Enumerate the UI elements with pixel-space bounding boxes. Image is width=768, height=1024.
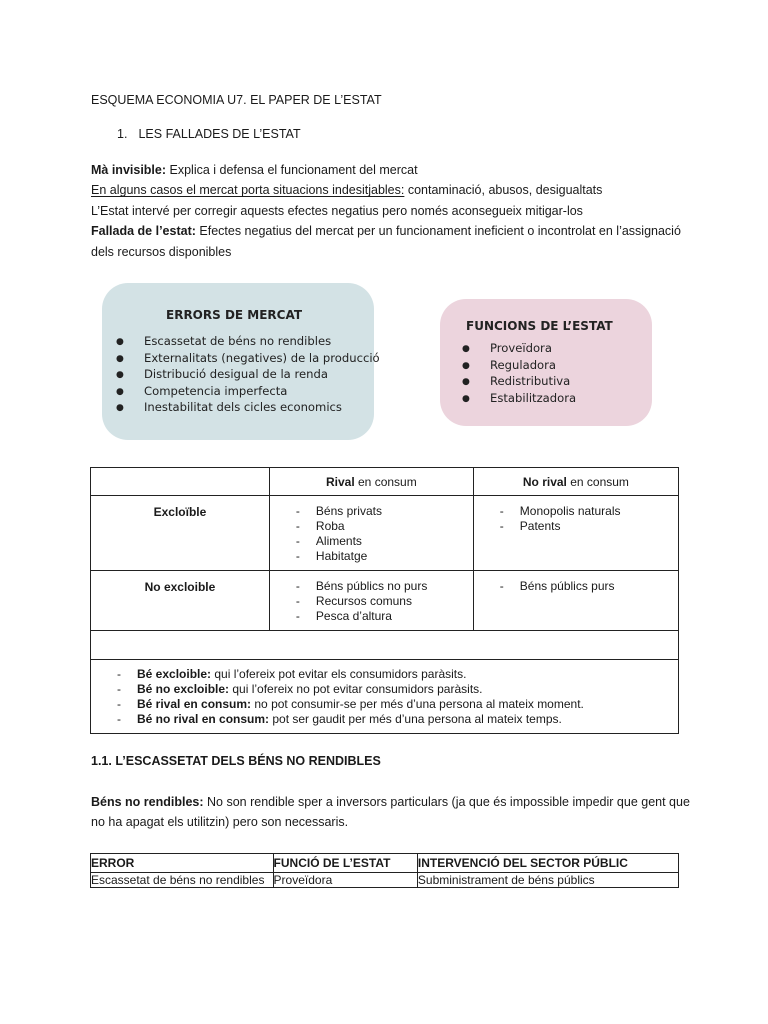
definition-text: no pot consumir-se per més d’una persona al mateix moment.	[251, 697, 584, 711]
list-item	[117, 712, 678, 727]
list-item	[116, 367, 380, 384]
section-number: 1.	[117, 127, 128, 141]
definitions-list	[117, 667, 678, 727]
definition-text: qui l’ofereix no pot evitar consumidors paràsits.	[229, 682, 483, 696]
list-item-text: Béns privats	[315, 504, 382, 518]
header-bold: Rival	[325, 474, 355, 489]
document-title: ESQUEMA ECONOMIA U7. EL PAPER DE L’ESTAT	[91, 93, 382, 107]
column-header-rival	[269, 468, 473, 496]
column-header: INTERVENCIÓ DEL SECTOR PÚBLIC	[417, 854, 678, 873]
bullet-icon: ●	[116, 353, 124, 364]
table-cell	[473, 496, 678, 571]
list-item-text: Béns públics no purs	[315, 579, 428, 593]
table-cell	[269, 496, 473, 571]
list-item-text: Monopolis naturals	[519, 504, 621, 518]
bullet-icon: ●	[462, 360, 470, 371]
dash-icon: -	[295, 504, 300, 518]
header-text: en consum	[566, 474, 629, 489]
bullet-icon: ●	[116, 337, 124, 347]
bullet-icon: ●	[462, 344, 470, 354]
list-item-text: Reguladora	[490, 357, 557, 372]
list-item	[117, 682, 678, 697]
dash-icon: -	[499, 504, 504, 518]
list-item	[117, 697, 678, 712]
list-item	[116, 400, 380, 417]
definition-text: qui l’ofereix pot evitar els consumidors paràsits.	[211, 667, 467, 681]
term-bold: Mà invisible:	[91, 163, 167, 177]
row-label: Excloïble	[91, 496, 270, 571]
list-item-text: Béns públics purs	[519, 579, 615, 593]
list-item	[500, 504, 678, 519]
definition-term: Bé no rival en consum:	[137, 712, 270, 726]
dash-icon: -	[295, 609, 300, 623]
header-text: en consum	[354, 474, 417, 489]
functions-list	[462, 341, 576, 407]
list-item-text: Recursos comuns	[315, 594, 412, 608]
dash-icon: -	[117, 667, 121, 681]
errors-of-market-box	[102, 283, 380, 440]
section-heading	[117, 127, 301, 141]
list-item-text: Externalitats (negatives) de la producció	[144, 350, 380, 365]
table-corner-cell	[91, 468, 270, 496]
dash-list	[296, 579, 473, 624]
list-item	[462, 358, 576, 375]
table-cell: Subministrament de béns públics	[417, 873, 678, 888]
list-item	[296, 519, 473, 534]
definition-term: Bé rival en consum:	[137, 697, 252, 711]
list-item-text: Redistributiva	[490, 374, 571, 389]
list-item	[296, 594, 473, 609]
list-item	[296, 534, 473, 549]
intro-line	[91, 160, 691, 180]
table-header-row	[91, 854, 679, 873]
intro-line	[91, 221, 691, 262]
dash-list	[500, 504, 678, 534]
state-functions-box	[440, 299, 652, 426]
list-item	[462, 374, 576, 391]
definition-term: Bé no excloible:	[137, 682, 230, 696]
list-item-text: Aliments	[315, 534, 362, 548]
list-item	[116, 351, 380, 368]
column-header-no-rival	[473, 468, 678, 496]
dash-icon: -	[499, 519, 504, 533]
list-item	[117, 667, 678, 682]
header-bold: No rival	[522, 474, 567, 489]
subsection-heading: 1.1. L’ESCASSETAT DELS BÉNS NO RENDIBLES	[91, 754, 381, 768]
table-row	[91, 571, 679, 631]
definitions-cell	[91, 660, 679, 734]
list-item-text: Estabilitzadora	[490, 390, 577, 405]
table-cell: Escassetat de béns no rendibles	[91, 873, 274, 888]
intervention-table	[90, 853, 679, 888]
dash-icon: -	[117, 697, 121, 711]
subsection-paragraph	[91, 792, 691, 833]
errors-box-title: ERRORS DE MERCAT	[166, 308, 303, 322]
list-item	[500, 519, 678, 534]
list-item-text: Escassetat de béns no rendibles	[144, 334, 332, 348]
table-cell-empty	[91, 631, 679, 660]
term-bold: Fallada de l’estat:	[91, 224, 196, 239]
errors-list	[116, 334, 380, 417]
column-header: FUNCIÓ DE L’ESTAT	[273, 854, 417, 873]
bullet-icon: ●	[462, 377, 470, 388]
bullet-icon: ●	[116, 403, 124, 414]
list-item-text: Distribució desigual de la renda	[144, 367, 328, 382]
list-item-text: Patents	[519, 519, 561, 533]
list-item-text: Inestabilitat dels cicles economics	[144, 400, 342, 415]
dash-icon: -	[295, 579, 300, 593]
list-item-text: Pesca d’altura	[315, 609, 392, 623]
functions-box-title: FUNCIONS DE L’ESTAT	[466, 319, 613, 333]
row-label: No excloible	[91, 571, 270, 631]
list-item	[296, 549, 473, 564]
list-item	[462, 341, 576, 358]
table-cell	[269, 571, 473, 631]
table-row	[91, 496, 679, 571]
list-item	[296, 609, 473, 624]
definition-text: pot ser gaudit per més d’una persona al mateix temps.	[269, 712, 562, 726]
dash-icon: -	[295, 519, 300, 533]
bullet-icon: ●	[116, 370, 124, 381]
table-row-empty	[91, 631, 679, 660]
intro-line	[91, 180, 691, 200]
list-item-text: Habitatge	[315, 549, 368, 563]
intro-paragraph	[91, 160, 691, 262]
bullet-icon: ●	[462, 393, 470, 404]
intro-text: contaminació, abusos, desigualtats	[404, 183, 603, 198]
dash-list	[296, 504, 473, 564]
dash-icon: -	[295, 549, 300, 563]
table-cell: Proveïdora	[273, 873, 417, 888]
dash-icon: -	[499, 579, 504, 593]
paragraph-body: No son rendible sper a inversors particulars (ja que és impossible impedir que gent que no ha apagat els utilitzin) pero son necessaris.	[91, 795, 690, 830]
dash-icon: -	[295, 534, 300, 548]
dash-icon: -	[117, 682, 121, 696]
table-cell	[473, 571, 678, 631]
column-header: ERROR	[91, 854, 274, 873]
term-bold: Béns no rendibles:	[91, 795, 204, 809]
list-item	[500, 579, 678, 594]
list-item	[296, 504, 473, 519]
list-item	[296, 579, 473, 594]
list-item	[116, 334, 380, 351]
intro-line: L’Estat intervé per corregir aquests efectes negatius pero només aconsegueix mitigar-los	[91, 203, 583, 218]
list-item-text: Roba	[315, 519, 345, 533]
goods-classification-table	[90, 467, 679, 734]
dash-list	[500, 579, 678, 594]
table-header-row	[91, 468, 679, 496]
underlined-text: En alguns casos el mercat porta situacions indesitjables:	[91, 183, 405, 198]
dash-icon: -	[295, 594, 300, 608]
table-row-definitions	[91, 660, 679, 734]
list-item-text: Competencia imperfecta	[144, 383, 288, 398]
list-item	[116, 384, 380, 401]
bullet-icon: ●	[116, 386, 124, 397]
list-item	[462, 391, 576, 408]
list-item-text: Proveïdora	[490, 341, 552, 355]
intro-text: Explica i defensa el funcionament del mercat	[166, 163, 418, 177]
table-row	[91, 873, 679, 888]
dash-icon: -	[117, 712, 121, 726]
intro-text: Efectes negatius del mercat per un funcionament ineficient o incontrolat en l’assignació dels recursos disponibles	[91, 224, 681, 259]
section-title: LES FALLADES DE L’ESTAT	[138, 127, 301, 141]
paragraph-text	[91, 792, 691, 833]
definition-term: Bé excloible:	[137, 667, 212, 681]
